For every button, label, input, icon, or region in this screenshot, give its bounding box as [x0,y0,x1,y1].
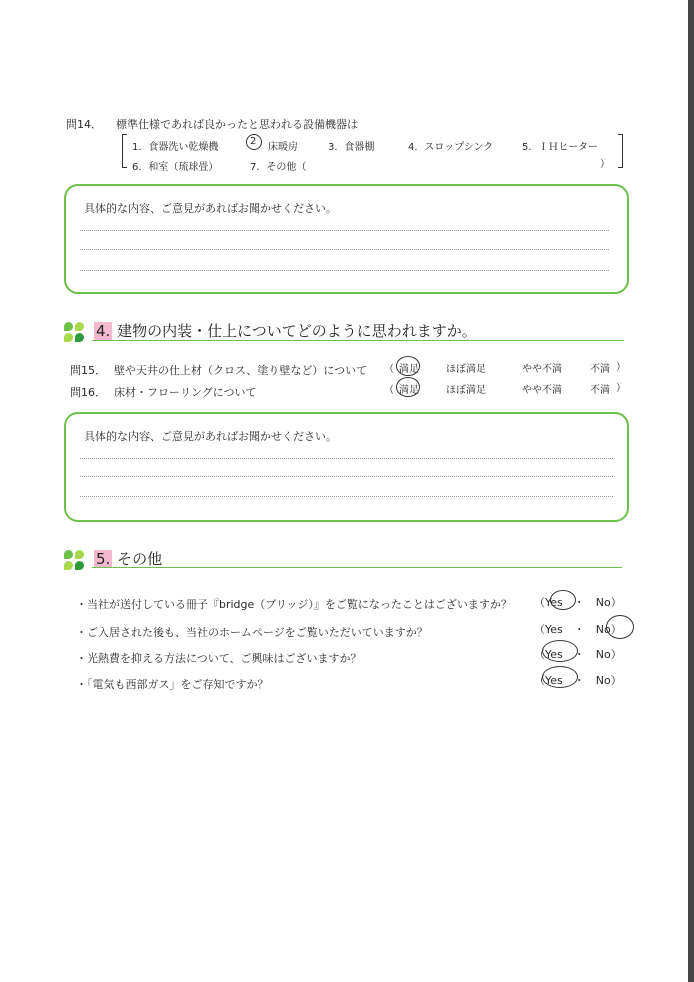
answer-circle [542,640,578,662]
section5-title: その他 [117,550,163,568]
q16-open: （ [384,385,394,396]
q16-label: 問16． [70,386,106,399]
q16-text: 床材・フローリングについて [114,386,257,399]
q15-open: （ [384,364,394,375]
q14-option-2[interactable]: 床暖房 [268,142,298,153]
q14-bracket-left [122,134,127,168]
q14-option-7[interactable]: 7．その他（ [250,162,307,173]
q14-text: 標準仕様であれば良かったと思われる設備機器は [116,118,358,131]
q15-satisfied[interactable]: 満足 [399,364,419,375]
section4-underline [92,340,624,341]
comment-line [80,270,609,271]
comment-prompt: 具体的な内容、ご意見があればお聞かせください。 [84,430,337,443]
answer-circle [542,666,578,688]
comment-line [80,458,613,459]
q14-option-7-close: ） [600,159,610,170]
comment-box-section4[interactable] [64,412,629,522]
section5-question-3: ・光熱費を抑える方法について、ご興味はございますか？ [76,652,362,665]
comment-line [80,476,613,477]
q14-option-5[interactable]: 5．ＩＨヒーター [522,142,598,153]
q16-somewhat[interactable]: やや不満 [522,385,562,396]
q15-text: 壁や天井の仕上材（クロス、塗り壁など）について [114,364,368,377]
clover-icon [64,550,84,570]
q15-label: 問15． [70,364,106,377]
q15-dissatisfied[interactable]: 不満 [590,364,610,375]
scan-edge [688,0,694,982]
answer-circle [550,590,576,610]
q15-close: ） [616,362,626,373]
q14-option-4[interactable]: 4．スロップシンク [408,142,494,153]
comment-line [80,249,609,250]
answer-circle [606,615,634,639]
q14-option-6[interactable]: 6．和室（琉球畳） [132,162,219,173]
section4-title: 建物の内装・仕上についてどのように思われますか。 [117,322,477,340]
comment-box-q14[interactable] [64,184,629,294]
q14-option-2-number[interactable]: 2 [250,136,257,147]
section5-answer-1[interactable]: （Yes ・ No） [534,596,622,609]
comment-prompt: 具体的な内容、ご意見があればお聞かせください。 [84,202,337,215]
section5-number: 5. [96,550,111,568]
section4-number: 4. [96,322,111,340]
q14-bracket-right [618,134,623,168]
section5-heading [94,548,162,569]
section5-answer-2[interactable]: （Yes ・ No） [534,623,622,636]
q15-somewhat[interactable]: やや不満 [522,364,562,375]
section5-question-4: ・「電気も西部ガス」をご存知ですか？ [76,678,269,691]
section4-heading [94,320,477,341]
q14-option-3[interactable]: 3．食器棚 [328,142,375,153]
q16-mostly[interactable]: ほぼ満足 [446,385,486,396]
q15-mostly[interactable]: ほぼ満足 [446,364,486,375]
q16-close: ） [616,383,626,394]
q14-option-1[interactable]: 1．食器洗い乾燥機 [132,142,219,153]
section5-answer-4[interactable]: （Yes ・ No） [534,674,622,687]
section5-answer-3[interactable]: （Yes ・ No） [534,648,622,661]
comment-line [80,496,613,497]
section5-question-1: ・当社が送付している冊子『bridge（ブリッジ）』をご覧になったことはございますか？ [76,598,512,611]
comment-line [80,230,609,231]
q14-label: 問14． [66,118,102,131]
section5-question-2: ・ご入居された後も、当社のホームページをご覧いただいていますか？ [76,626,428,639]
clover-icon [64,322,84,342]
section5-underline [92,567,622,568]
q16-dissatisfied[interactable]: 不満 [590,385,610,396]
q16-satisfied[interactable]: 満足 [399,385,419,396]
